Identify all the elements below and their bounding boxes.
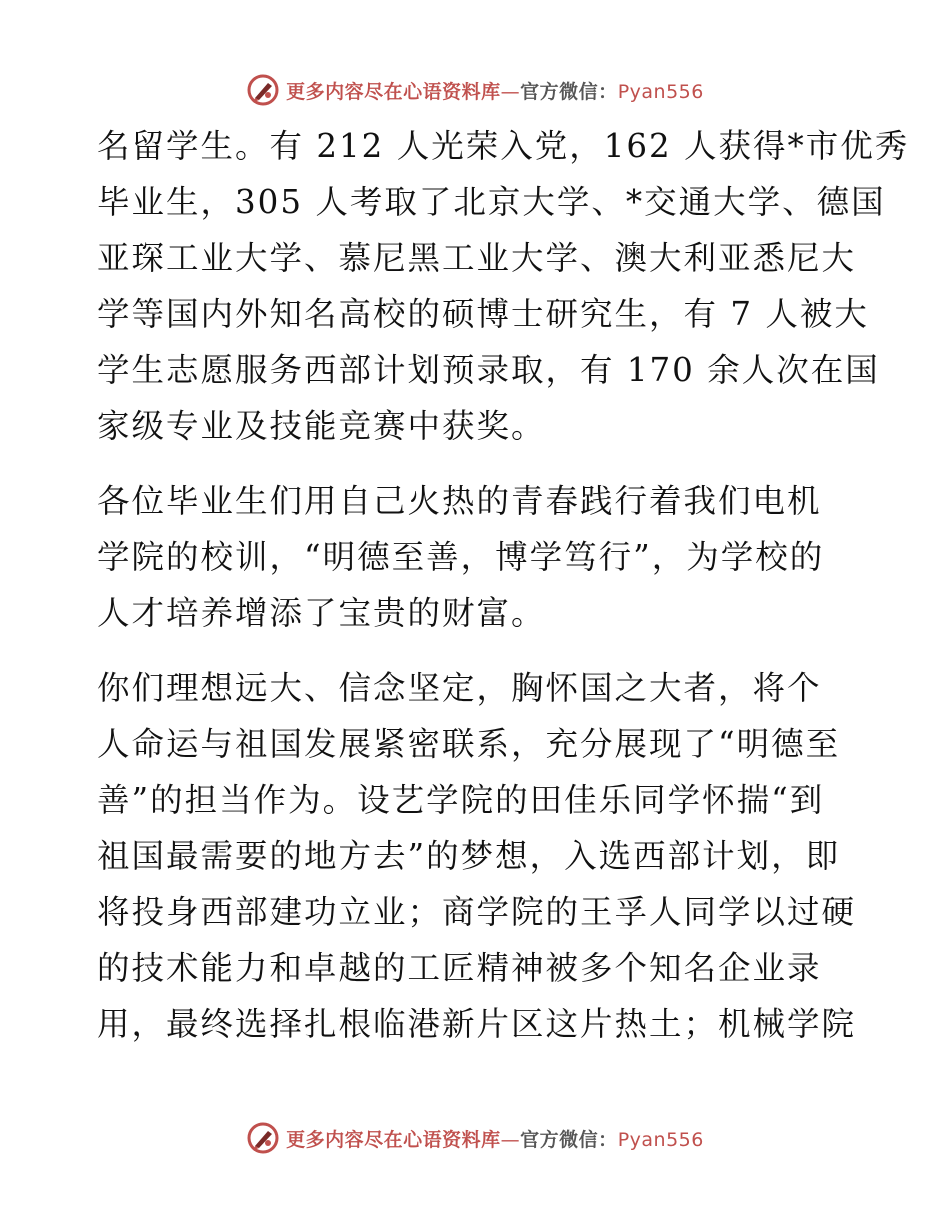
text-line: 学院的校训，“明德至善，博学笃行”，为学校的 bbox=[97, 538, 825, 576]
banner-brand: 更多内容尽在心语资料库 bbox=[286, 80, 501, 103]
text-line: 家级专业及技能竞赛中获奖。 bbox=[97, 407, 546, 445]
banner-text bbox=[286, 77, 704, 104]
text-line: 人才培养增添了宝贵的财富。 bbox=[97, 594, 546, 632]
banner-wechat-id: Pyan556 bbox=[617, 1128, 704, 1151]
banner-official-label: 官方微信： bbox=[520, 80, 618, 103]
text-line: 亚琛工业大学、慕尼黑工业大学、澳大利亚悉尼大 bbox=[97, 239, 857, 277]
text-line: 用，最终选择扎根临港新片区这片热土；机械学院 bbox=[97, 1005, 857, 1043]
banner-separator: — bbox=[500, 1128, 521, 1151]
paragraph-2 bbox=[97, 473, 857, 641]
text-line: 学生志愿服务西部计划预录取，有 170 余人次在国 bbox=[97, 351, 880, 389]
pen-circle-logo-icon bbox=[246, 73, 280, 107]
banner-official-label: 官方微信： bbox=[520, 1128, 618, 1151]
banner-text bbox=[286, 1125, 704, 1152]
paragraph-1 bbox=[97, 118, 910, 454]
paragraph-3 bbox=[97, 660, 857, 1052]
document-body bbox=[97, 118, 910, 1071]
text-line: 名留学生。有 212 人光荣入党，162 人获得*市优秀 bbox=[97, 127, 910, 165]
text-line: 的技术能力和卓越的工匠精神被多个知名企业录 bbox=[97, 949, 822, 987]
text-line: 祖国最需要的地方去”的梦想，入选西部计划，即 bbox=[97, 837, 841, 875]
text-line: 善”的担当作为。设艺学院的田佳乐同学怀揣“到 bbox=[97, 781, 825, 819]
footer-banner bbox=[0, 1118, 950, 1158]
banner-separator: — bbox=[500, 80, 521, 103]
pen-circle-logo-icon bbox=[246, 1121, 280, 1155]
text-line: 人命运与祖国发展紧密联系，充分展现了“明德至 bbox=[97, 725, 841, 763]
text-line: 将投身西部建功立业；商学院的王孚人同学以过硬 bbox=[97, 893, 857, 931]
text-line: 毕业生，305 人考取了北京大学、*交通大学、德国 bbox=[97, 183, 886, 221]
banner-brand: 更多内容尽在心语资料库 bbox=[286, 1128, 501, 1151]
banner-wechat-id: Pyan556 bbox=[617, 80, 704, 103]
text-line: 你们理想远大、信念坚定，胸怀国之大者，将个 bbox=[97, 669, 822, 707]
text-line: 学等国内外知名高校的硕博士研究生，有 7 人被大 bbox=[97, 295, 869, 333]
text-line: 各位毕业生们用自己火热的青春践行着我们电机 bbox=[97, 482, 822, 520]
header-banner bbox=[0, 70, 950, 110]
